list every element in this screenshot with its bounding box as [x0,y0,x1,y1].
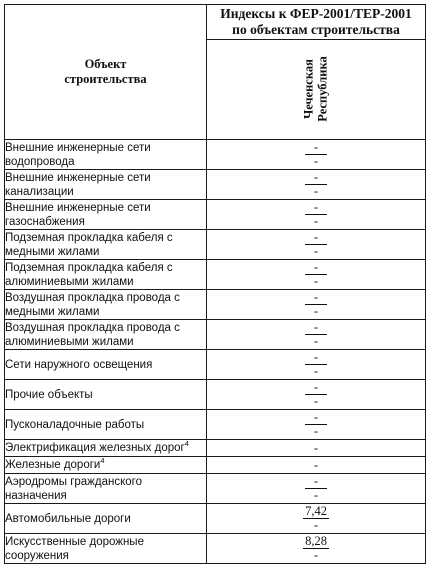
object-name-line: назначения [5,489,67,502]
index-numerator: - [305,231,327,245]
object-name-line: Внешние инженерные сети [5,141,151,154]
table-row [5,200,426,230]
object-name-line: водопровода [5,155,75,168]
index-numerator: - [305,261,327,275]
object-name-line: канализации [5,185,74,198]
index-numerator: - [305,201,327,215]
object-name-line: медными жилами [5,245,100,258]
index-numerator: - [305,411,327,425]
object-name-line: Пусконаладочные работы [5,418,145,431]
index-fraction [305,351,327,378]
table-row [5,504,426,534]
table-row [5,290,426,320]
table-row [5,230,426,260]
object-name-cell [5,534,207,564]
index-value-cell [207,200,426,230]
index-fraction [305,141,327,168]
table-row [5,410,426,440]
table-row [5,457,426,474]
index-value-cell [207,440,426,457]
table-row [5,260,426,290]
index-numerator: - [305,381,327,395]
index-fraction [305,231,327,258]
object-name-cell [5,410,207,440]
index-fraction [305,475,327,502]
footnote-marker: 4 [184,439,189,449]
index-value-cell [207,290,426,320]
object-name-cell [5,140,207,170]
table-row [5,350,426,380]
index-denominator: - [313,488,319,502]
index-fraction [303,535,329,562]
index-numerator: - [305,171,327,185]
object-name-cell [5,504,207,534]
object-name-line: Прочие объекты [5,388,93,401]
index-fraction [305,171,327,198]
index-fraction [305,291,327,318]
index-value-cell [207,140,426,170]
region-column-header [207,40,426,140]
index-fraction [303,505,329,532]
index-value-cell [207,410,426,440]
index-denominator: - [313,424,319,438]
object-name-line: медными жилами [5,305,100,318]
object-name-line: Воздушная прокладка провода с [5,321,180,334]
object-column-header: Объект строительства [5,5,207,140]
object-name-line: Внешние инженерные сети [5,201,151,214]
object-name-line: Воздушная прокладка провода с [5,291,180,304]
index-numerator: - [305,141,327,155]
object-name-line: Подземная прокладка кабеля с [5,231,173,244]
index-denominator: - [313,244,319,258]
table-row [5,320,426,350]
index-value: - [313,440,319,455]
table-row [5,140,426,170]
object-name-line: алюминиевыми жилами [5,335,134,348]
index-fraction [305,381,327,408]
index-numerator: - [305,291,327,305]
index-denominator: - [313,548,319,562]
index-value-cell [207,320,426,350]
index-denominator: - [313,518,319,532]
object-name-line: Железные дороги$^4$ [5,456,105,471]
object-name-line: Сети наружного освещения [5,358,153,371]
index-fraction [305,201,327,228]
object-name-line: Автомобильные дороги [5,512,131,525]
object-name-line: Внешние инженерные сети [5,171,151,184]
index-value-cell [207,474,426,504]
table-row [5,474,426,504]
index-value-cell [207,230,426,260]
index-value-cell [207,534,426,564]
index-denominator: - [313,334,319,348]
index-value-cell [207,350,426,380]
index-denominator: - [313,154,319,168]
index-denominator: - [313,394,319,408]
table-row [5,440,426,457]
object-name-line: газоснабжения [5,215,85,228]
footnote-marker: 4 [100,456,105,466]
index-numerator: - [305,321,327,335]
indices-table [4,4,426,564]
index-value-cell [207,504,426,534]
object-name-cell [5,290,207,320]
object-name-cell [5,440,207,457]
object-name-line: Аэродромы гражданского [5,475,142,488]
indices-column-header: Индексы к ФЕР-2001/ТЕР-2001 по объектам строительства [207,5,426,40]
index-denominator: - [313,214,319,228]
index-numerator: - [305,475,327,489]
table-row [5,170,426,200]
object-name-cell [5,474,207,504]
object-name-cell [5,170,207,200]
index-value: - [313,457,319,472]
index-denominator: - [313,364,319,378]
object-name-line: Искусственные дорожные [5,535,144,548]
object-name-line: сооружения [5,549,69,562]
object-name-cell [5,260,207,290]
object-name-cell [5,350,207,380]
object-name-line: Электрификация железных дорог$^4$ [5,439,189,454]
index-fraction [305,411,327,438]
object-name-cell [5,380,207,410]
index-denominator: - [313,304,319,318]
table-row [5,534,426,564]
index-value-cell [207,170,426,200]
index-numerator: - [305,351,327,365]
object-name-line: алюминиевыми жилами [5,275,134,288]
index-value-cell [207,260,426,290]
table-row [5,380,426,410]
index-fraction [305,261,327,288]
object-name-line: Подземная прокладка кабеля с [5,261,173,274]
index-denominator: - [313,184,319,198]
object-name-cell [5,320,207,350]
index-numerator: 7,42 [305,504,327,518]
object-name-cell [5,200,207,230]
index-value-cell [207,457,426,474]
index-denominator: - [313,274,319,288]
index-numerator: 8,28 [305,534,327,548]
header-row-top [5,5,426,40]
object-name-cell [5,457,207,474]
index-value-cell [207,380,426,410]
index-fraction [305,321,327,348]
object-name-cell [5,230,207,260]
region-label: Чеченская Республика [302,55,330,122]
